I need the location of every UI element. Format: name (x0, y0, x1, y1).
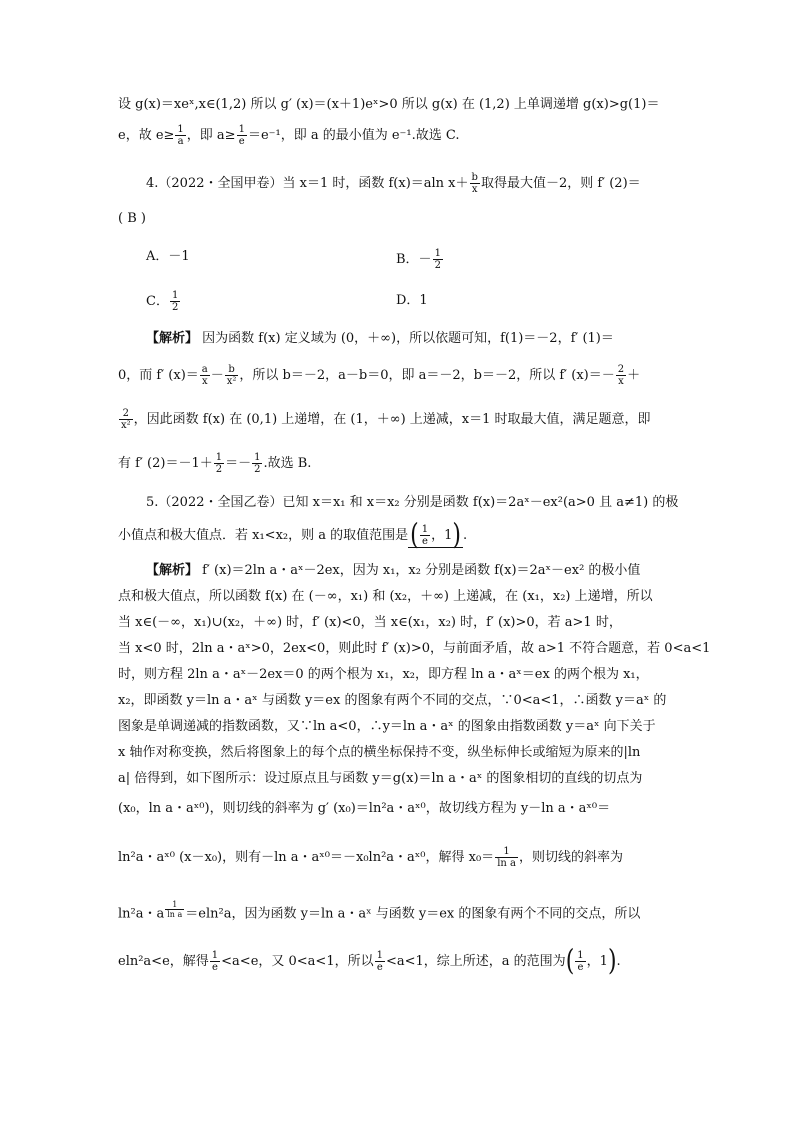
text-segment: eln²a<e，解得 (118, 954, 209, 969)
option-c (146, 290, 181, 313)
text-segment: ，1 (586, 954, 608, 969)
fraction-denominator: x² (121, 420, 131, 431)
solution-line: 当 x∈(－∞，x₁)∪(x₂，＋∞) 时，f′ (x)<0，当 x∈(x₁，x₂) 时，f′ (x)>0，若 a>1 时， (118, 615, 622, 630)
fraction-numerator: 1 (215, 452, 223, 463)
text-segment: 0，而 f′ (x)＝ (118, 368, 199, 383)
text-segment: ＝－ (225, 456, 252, 471)
fraction-denominator: e (238, 136, 245, 147)
fraction (237, 124, 247, 147)
question-4 (146, 172, 706, 195)
text-segment: ＝e⁻¹，即 a 的最小值为 e⁻¹.故选 C. (247, 128, 460, 143)
text-line: 设 g(x)＝xeˣ,x∈(1,2) 所以 g′ (x)＝(x＋1)eˣ>0 所以 g(x) 在 (1,2) 上单调递增 g(x)>g(1)＝ (118, 97, 660, 112)
fraction-numerator: 1 (171, 290, 179, 301)
fraction-denominator: 2 (254, 464, 261, 475)
fraction-denominator: x (618, 376, 624, 387)
exponent (164, 900, 185, 919)
text-segment: <a<e，又 0<a<1，所以 (221, 954, 374, 969)
fraction-numerator: a (201, 364, 208, 375)
fraction-numerator: 1 (177, 124, 184, 135)
solution-line (118, 900, 678, 923)
text-segment: e，故 e≥ (118, 128, 175, 143)
option-a: A．－1 (146, 249, 190, 264)
fraction-numerator: 1 (254, 452, 261, 463)
solution-line: x 轴作对称变换，然后将图象上的每个点的横坐标保持不变，纵坐标伸长或缩短为原来的|ln (118, 745, 641, 760)
solution-line (146, 330, 706, 348)
fraction (375, 950, 385, 973)
fraction (170, 290, 180, 313)
fraction-denominator: e (376, 962, 383, 973)
text-segment: .故选 B. (263, 456, 312, 471)
solution-line: a| 倍得到，如下图所示：设过原点且与函数 y＝g(x)＝ln a・aˣ 的图象相切的直线的切点为 (118, 771, 643, 786)
text-segment: ，1 (431, 528, 453, 543)
text-segment: 有 f′ (2)＝－1＋ (118, 456, 213, 471)
solution-line: x₂，即函数 y＝ln a・aˣ 与函数 y＝ex 的图象有两个不同的交点，∵0<a<1，∴函数 y＝aˣ 的 (118, 693, 667, 708)
fraction (495, 846, 518, 869)
text-segment: ，所以 b＝－2，a－b＝0，即 a＝－2，b＝－2，所以 f′ (x)＝－ (239, 368, 615, 383)
fraction-numerator: 2 (617, 364, 625, 375)
fraction-numerator: 2 (119, 408, 133, 420)
fraction (433, 248, 443, 271)
fraction-numerator: 1 (211, 950, 219, 961)
solution-line (118, 452, 678, 475)
fraction (175, 124, 185, 147)
solution-label: 【解析】 (146, 563, 199, 578)
answer-blank (408, 518, 463, 552)
fraction (420, 524, 430, 547)
text-segment: B．－ (396, 252, 432, 267)
fraction (470, 172, 480, 195)
fraction (214, 452, 224, 475)
fraction-denominator: ln a (167, 910, 183, 919)
fraction-denominator: e (212, 962, 218, 973)
bracket: ( (410, 518, 419, 552)
question-5: 5.（2022・全国乙卷）已知 x＝x₁ 和 x＝x₂ 分别是函数 f(x)＝2aˣ－ex²(a>0 且 a≠1) 的极 (146, 495, 679, 510)
option-d: D．1 (396, 293, 428, 308)
fraction-denominator: x (471, 184, 478, 195)
fraction-denominator: x (201, 376, 208, 387)
text-segment: . (616, 954, 621, 969)
text-segment: 4.（2022・全国甲卷）当 x＝1 时，函数 f(x)＝aln x＋ (146, 176, 469, 191)
solution-line: (x₀，ln a・aˣ⁰)，则切线的斜率为 g′ (x₀)＝ln²a・aˣ⁰，故切线方程为 y－ln a・aˣ⁰＝ (118, 801, 611, 816)
fraction-denominator: e (577, 962, 584, 973)
fraction-numerator: b (225, 364, 239, 376)
fraction-numerator: 1 (577, 950, 584, 961)
fraction-denominator: 2 (434, 260, 441, 271)
text-segment: 小值点和极大值点．若 x₁<x₂，则 a 的取值范围是 (118, 528, 409, 543)
text-segment: 取得最大值－2，则 f′ (2)＝ (480, 176, 641, 191)
fraction (575, 950, 585, 973)
text-segment: ，即 a≥ (186, 128, 236, 143)
text-segment: ，则切线的斜率为 (518, 850, 623, 865)
fraction-denominator: ln a (497, 858, 516, 869)
fraction-numerator: 1 (434, 248, 441, 259)
fraction (210, 950, 220, 973)
fraction-numerator: 1 (495, 846, 518, 858)
fraction (119, 408, 133, 431)
fraction (165, 900, 184, 919)
solution-line: 0，而 f′ (x)＝ $\frac{a}{x}$ － $\frac{b}{\text{x²}}$ ，所以 b＝－2，a－b＝0，即 a＝－2，b＝－2，所以 f′ (x)＝－ $\frac{2}{x}$ ＋ (118, 364, 641, 387)
fraction (200, 364, 210, 387)
fraction-numerator: 1 (421, 524, 429, 535)
solution-line (118, 408, 678, 431)
solution-line (118, 944, 678, 978)
bracket: ) (452, 518, 461, 552)
solution-line (146, 562, 706, 580)
option-b (396, 248, 444, 271)
solution-line: 图象是单调递减的指数函数，又∵ln a<0，∴y＝ln a・aˣ 的图象由指数函数 y＝aˣ 向下关于 (118, 719, 656, 734)
solution-line (118, 846, 678, 869)
text-segment: C． (146, 294, 169, 309)
fraction (252, 452, 262, 475)
fraction-denominator: 2 (215, 464, 223, 475)
fraction (225, 364, 239, 387)
bracket: ( (565, 944, 575, 978)
text-segment: 因为函数 f(x) 定义域为 (0，＋∞)，所以依题可知，f(1)＝－2，f′ (1)＝ (198, 331, 614, 346)
fraction-numerator: 1 (165, 900, 184, 910)
text-segment: ln²a・aˣ⁰ (x－x₀)，则有－ln a・aˣ⁰＝－x₀ln²a・aˣ⁰，解得 x₀＝ (118, 850, 495, 865)
fraction (616, 364, 626, 387)
text-segment: ，因此函数 f(x) 在 (0,1) 上递增，在 (1，＋∞) 上递减，x＝1 时取最大值，满足题意，即 (133, 412, 651, 427)
text-segment: <a<1，综上所述，a 的范围为 (385, 954, 566, 969)
fraction-numerator: 1 (238, 124, 245, 135)
solution-line: 点和极大值点，所以函数 f(x) 在 (－∞，x₁) 和 (x₂，＋∞) 上递减，在 (x₁，x₂) 上递增，所以 (118, 589, 653, 604)
fraction-denominator: x² (226, 376, 237, 387)
text-line (118, 124, 678, 147)
text-segment: ln²a・a (118, 906, 165, 922)
solution-line: 当 x<0 时，2ln a・aˣ>0，2ex<0，则此时 f′ (x)>0，与前面矛盾，故 a>1 不符合题意，若 0<a<1 (118, 641, 711, 656)
fraction-numerator: b (471, 172, 478, 183)
fraction-denominator: e (421, 536, 428, 547)
text-segment: f′ (x)＝2ln a・aˣ－2ex，因为 x₁，x₂ 分别是函数 f(x)＝2aˣ－ex² 的极小值 (198, 563, 641, 578)
answer-choice: ( B ) (118, 211, 146, 226)
solution-line: 时，则方程 2ln a・aˣ－2ex＝0 的两个根为 x₁，x₂，即方程 ln a・aˣ＝ex 的两个根为 x₁， (118, 667, 649, 682)
fraction-numerator: 1 (376, 950, 383, 961)
fraction-denominator: 2 (171, 302, 179, 313)
bracket: ) (607, 944, 617, 978)
solution-label: 【解析】 (146, 331, 199, 346)
question-5-line: 小值点和极大值点．若 x₁<x₂，则 a 的取值范围是( $\frac{1}{e}$ ，1) . (118, 518, 468, 552)
fraction-denominator: a (177, 136, 184, 147)
text-segment: ＝eln²a，因为函数 y＝ln a・aˣ 与函数 y＝ex 的图象有两个不同的交点，所以 (185, 906, 641, 922)
